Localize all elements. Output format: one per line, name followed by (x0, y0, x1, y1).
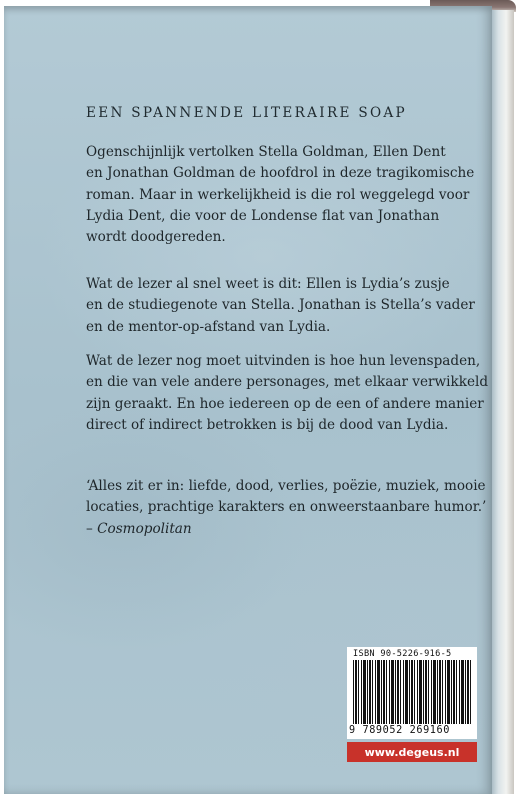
text-line: Ogenschijnlijk vertolken Stella Goldman, Ellen Dent (86, 144, 446, 160)
text-line: Wat de lezer nog moet uitvinden is hoe hun levenspaden, (86, 353, 481, 369)
text-line: locaties, prachtige karakters en onweerstaanbare humor.’ (86, 499, 487, 516)
publisher-url[interactable]: www.degeus.nl (364, 745, 460, 759)
publisher-url-banner (347, 742, 477, 762)
text-line: zijn geraakt. En hoe iedereen op de een of andere manier (86, 395, 484, 412)
attribution-source: Cosmopolitan (97, 520, 192, 537)
text-line: ‘Alles zit er in: liefde, dood, verlies, poëzie, muziek, mooie (86, 478, 486, 494)
barcode-digits: 9 789052 269160 (349, 725, 451, 736)
text-line: Wat de lezer al snel weet is dit: Ellen is Lydia’s zusje (86, 276, 450, 292)
quote-attribution (86, 519, 486, 540)
text-line: roman. Maar in werkelijkheid is die rol weggelegd voor (86, 186, 470, 203)
blurb-paragraph-3 (86, 351, 488, 436)
review-quote (86, 476, 486, 540)
text-line: Lydia Dent, die voor de Londense flat van Jonathan (86, 207, 440, 224)
barcode-icon (353, 660, 471, 724)
cover-heading: EEN SPANNENDE LITERAIRE SOAP (86, 105, 407, 121)
text-line: wordt doodgereden. (86, 229, 226, 246)
isbn-label: ISBN 90-5226-916-5 (353, 649, 452, 659)
text-line: en die van vele andere personages, met elkaar verwikkeld (86, 374, 489, 391)
text-line: direct of indirect betrokken is bij de dood van Lydia. (86, 416, 449, 433)
attribution-dash: – (86, 520, 98, 537)
text-line: en de studiegenote van Stella. Jonathan is Stella’s vader (86, 297, 475, 314)
blurb-paragraph-1 (86, 142, 474, 248)
blurb-paragraph-2 (86, 274, 475, 338)
barcode-panel (347, 647, 477, 739)
text-line: en de mentor-op-afstand van Lydia. (86, 318, 331, 335)
text-line: en Jonathan Goldman de hoofdrol in deze tragikomische (86, 165, 475, 182)
